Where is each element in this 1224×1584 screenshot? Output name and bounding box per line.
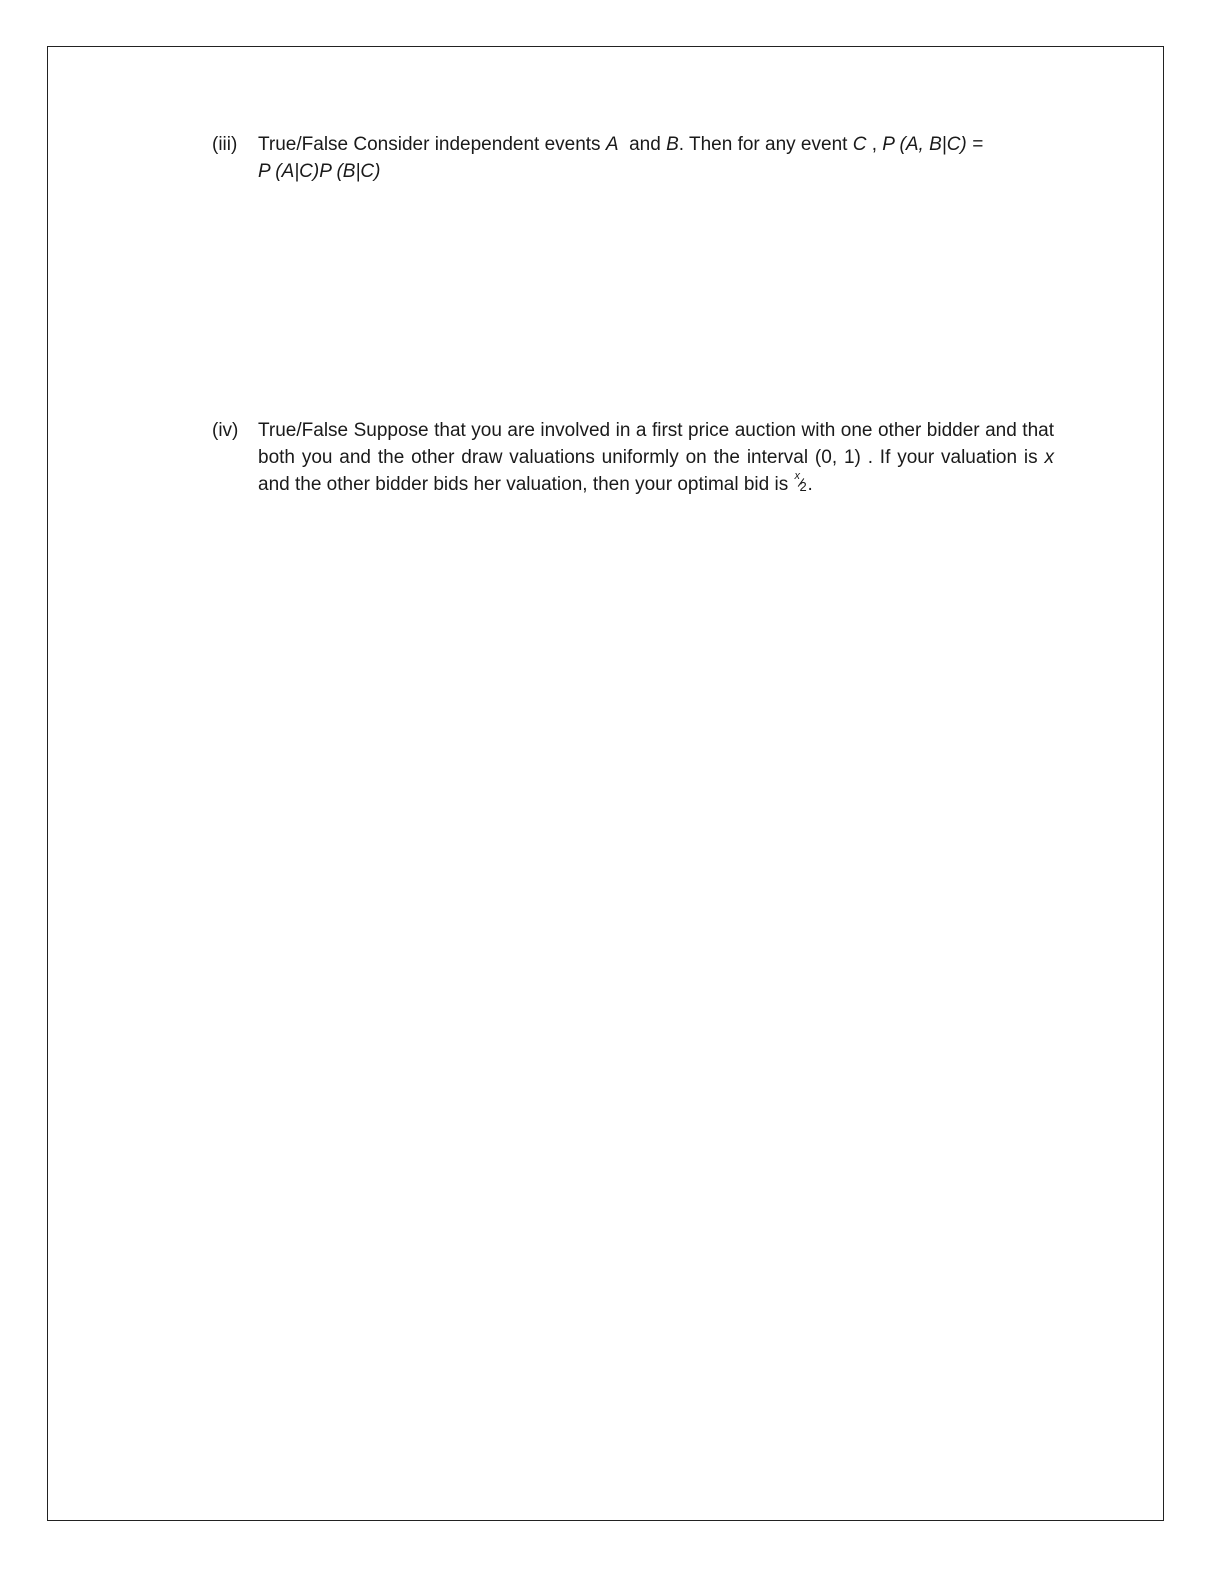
variable-x: x — [1044, 447, 1054, 468]
question-number: (iv) — [212, 420, 239, 441]
event-a: A — [605, 134, 619, 155]
question-text-part-1: True/False Suppose that you are involved in a first price auction with one other bidder and that both you and the other draw valuations uniformly on the interval — [258, 420, 1054, 468]
question-text — [258, 417, 1054, 498]
question-text: True/False Consider independent events A and B. Then for any event C , P (A, B|C) = P (A|C)P (B|C) — [258, 134, 984, 182]
question-text-part-2: . If your valuation is — [867, 447, 1038, 468]
formula-line-1: P (A, B|C) = — [882, 134, 984, 155]
and-word: and — [629, 134, 661, 155]
interval: (0, 1) — [814, 447, 861, 468]
fraction-denominator: 2 — [799, 479, 807, 494]
then-text: . Then for any event — [678, 134, 848, 155]
question-lead: True/False Consider independent events — [258, 134, 601, 155]
fraction-numerator: x — [794, 470, 800, 482]
question-number: (iii) — [212, 134, 238, 155]
page-frame — [47, 46, 1164, 1521]
formula-line-2: P (A|C)P (B|C) — [258, 161, 381, 182]
question-ending: . — [807, 474, 813, 495]
event-c: C — [852, 134, 867, 155]
event-b: B — [666, 134, 679, 155]
question-text-part-3: and the other bidder bids her valuation, then your optimal bid is — [258, 474, 789, 495]
question-iv — [212, 417, 1054, 498]
question-iii — [212, 131, 1092, 185]
fraction-x-over-2 — [794, 470, 808, 494]
